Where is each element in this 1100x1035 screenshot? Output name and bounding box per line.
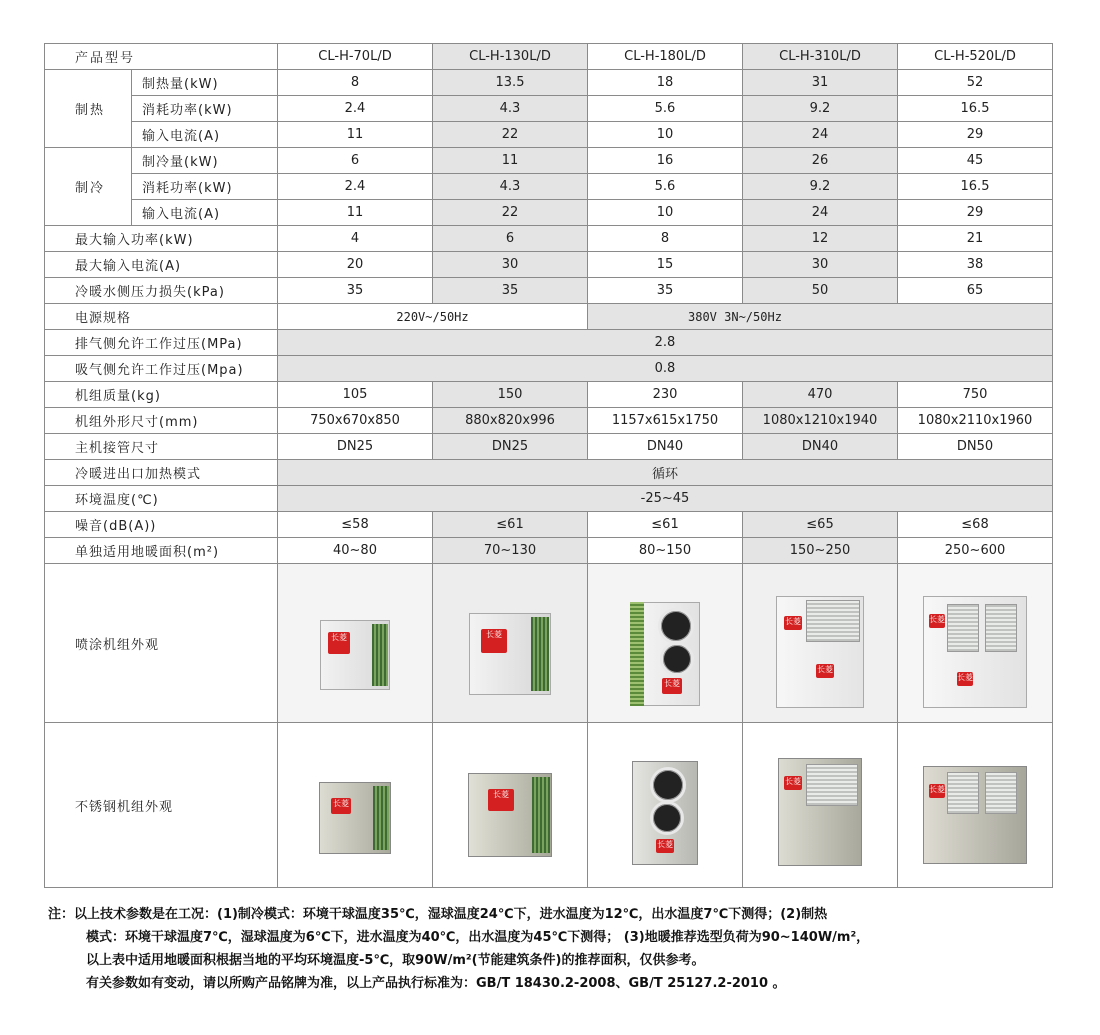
footnotes	[48, 903, 1068, 995]
brand-logo-text: 长菱	[929, 785, 945, 794]
cell: 4	[278, 226, 433, 252]
cell: 9.2	[743, 174, 898, 200]
table-row	[45, 278, 1053, 304]
cell: 8	[278, 70, 433, 96]
row-label: 输入电流(A)	[132, 122, 278, 148]
cell: 31	[743, 70, 898, 96]
row-label: 不锈钢机组外观	[45, 723, 278, 888]
cell: ≤61	[433, 512, 588, 538]
brand-logo-text: 长菱	[785, 777, 801, 786]
cell: ≤68	[898, 512, 1053, 538]
cell: 30	[743, 252, 898, 278]
brand-logo-text: 长菱	[957, 673, 973, 682]
cell: 11	[433, 148, 588, 174]
stainless-unit-image-0	[278, 723, 433, 888]
painted-unit-image-4	[898, 564, 1053, 723]
cell: 50	[743, 278, 898, 304]
model-1: CL-H-130L/D	[433, 44, 588, 70]
table-row	[45, 148, 1053, 174]
cell: 29	[898, 122, 1053, 148]
table-row	[45, 538, 1053, 564]
row-label: 制热量(kW)	[132, 70, 278, 96]
cell: 9.2	[743, 96, 898, 122]
cell: 38	[898, 252, 1053, 278]
cell: 26	[743, 148, 898, 174]
table-row	[45, 304, 1053, 330]
cell: DN25	[278, 434, 433, 460]
cell: 35	[588, 278, 743, 304]
cell: 230	[588, 382, 743, 408]
cell: 1080x1210x1940	[743, 408, 898, 434]
brand-logo-text: 长菱	[664, 679, 680, 688]
model-3: CL-H-310L/D	[743, 44, 898, 70]
table-row	[45, 252, 1053, 278]
cell: ≤61	[588, 512, 743, 538]
row-label: 机组外形尺寸(mm)	[45, 408, 278, 434]
cell: 880x820x996	[433, 408, 588, 434]
cell: 105	[278, 382, 433, 408]
cell: 150	[433, 382, 588, 408]
cell: 11	[278, 200, 433, 226]
cell: 750	[898, 382, 1053, 408]
cell: 24	[743, 200, 898, 226]
cell: 18	[588, 70, 743, 96]
model-0: CL-H-70L/D	[278, 44, 433, 70]
stainless-unit-image-3	[743, 723, 898, 888]
header-row	[45, 44, 1053, 70]
stainless-unit-image-1	[433, 723, 588, 888]
spec-table	[44, 43, 1053, 888]
cell: 250~600	[898, 538, 1053, 564]
cell: 6	[433, 226, 588, 252]
stainless-image-row	[45, 723, 1053, 888]
cell: ≤58	[278, 512, 433, 538]
brand-logo-text: 长菱	[817, 665, 833, 674]
cell: 470	[743, 382, 898, 408]
brand-logo-text: 长菱	[657, 840, 673, 849]
note-line-2: 模式：环境干球温度7℃，湿球温度为6℃下，进水温度为40℃，出水温度为45℃下测得； (3)地暖推荐选型负荷为90~140W/m²，	[86, 930, 870, 945]
table-row	[45, 434, 1053, 460]
row-label: 最大输入功率(kW)	[45, 226, 278, 252]
table-row	[45, 408, 1053, 434]
row-label: 输入电流(A)	[132, 200, 278, 226]
brand-logo-text: 长菱	[929, 615, 945, 624]
brand-logo-text: 长菱	[785, 617, 801, 626]
cell: 16.5	[898, 174, 1053, 200]
row-label: 主机接管尺寸	[45, 434, 278, 460]
row-label: 消耗功率(kW)	[132, 96, 278, 122]
cell: -25~45	[278, 486, 1053, 512]
cell: 65	[898, 278, 1053, 304]
table-row	[45, 122, 1053, 148]
model-2: CL-H-180L/D	[588, 44, 743, 70]
cell: 10	[588, 122, 743, 148]
cell: 2.8	[278, 330, 1053, 356]
table-row	[45, 226, 1053, 252]
cell: 22	[433, 122, 588, 148]
table-row	[45, 200, 1053, 226]
row-label: 冷暖进出口加热模式	[45, 460, 278, 486]
cell: 35	[278, 278, 433, 304]
row-label: 单独适用地暖面积(m²)	[45, 538, 278, 564]
painted-unit-image-2	[588, 564, 743, 723]
table-row	[45, 382, 1053, 408]
cell: 35	[433, 278, 588, 304]
row-label: 消耗功率(kW)	[132, 174, 278, 200]
cell: 1080x2110x1960	[898, 408, 1053, 434]
cell: 16	[588, 148, 743, 174]
cell: 20	[278, 252, 433, 278]
cell: 24	[743, 122, 898, 148]
cell: 80~150	[588, 538, 743, 564]
power-supply-single-phase: 220V~/50Hz	[278, 304, 588, 330]
header-label: 产品型号	[45, 44, 278, 70]
cell: 8	[588, 226, 743, 252]
cell: 30	[433, 252, 588, 278]
cell: 40~80	[278, 538, 433, 564]
table-row	[45, 512, 1053, 538]
power-supply-three-phase: 380V 3N~/50Hz	[588, 304, 1053, 330]
row-label: 噪音(dB(A))	[45, 512, 278, 538]
cell: DN50	[898, 434, 1053, 460]
brand-logo-text: 长菱	[333, 799, 349, 808]
cell: 4.3	[433, 96, 588, 122]
cell: DN25	[433, 434, 588, 460]
row-label: 冷暖水侧压力损失(kPa)	[45, 278, 278, 304]
row-label: 最大输入电流(A)	[45, 252, 278, 278]
cell: 21	[898, 226, 1053, 252]
row-label: 机组质量(kg)	[45, 382, 278, 408]
cell: 12	[743, 226, 898, 252]
brand-logo-text: 长菱	[486, 630, 502, 639]
cell: 6	[278, 148, 433, 174]
cooling-group-label: 制冷	[45, 148, 132, 226]
cell: 2.4	[278, 96, 433, 122]
heating-group-label: 制热	[45, 70, 132, 148]
cell: 13.5	[433, 70, 588, 96]
cell: 2.4	[278, 174, 433, 200]
painted-unit-image-1	[433, 564, 588, 723]
note-line-3: 以上表中适用地暖面积根据当地的平均环境温度-5℃，取90W/m²(节能建筑条件)的推荐面积，仅供参考。	[86, 953, 705, 968]
cell: 150~250	[743, 538, 898, 564]
cell: 15	[588, 252, 743, 278]
table-row	[45, 96, 1053, 122]
cell: 5.6	[588, 96, 743, 122]
cell: 16.5	[898, 96, 1053, 122]
cell: 1157x615x1750	[588, 408, 743, 434]
painted-unit-image-3	[743, 564, 898, 723]
cell: 70~130	[433, 538, 588, 564]
cell: DN40	[743, 434, 898, 460]
cell: 循环	[278, 460, 1053, 486]
cell: 5.6	[588, 174, 743, 200]
cell: 0.8	[278, 356, 1053, 382]
cell: 4.3	[433, 174, 588, 200]
note-line-4: 有关参数如有变动，请以所购产品铭牌为准，以上产品执行标准为：GB/T 18430.2-2008、GB/T 25127.2-2010 。	[86, 976, 786, 991]
note-line-1: 注：以上技术参数是在工况：(1)制冷模式：环境干球温度35℃，湿球温度24℃下，进水温度为12℃，出水温度7℃下测得；(2)制热	[48, 907, 828, 922]
cell: 22	[433, 200, 588, 226]
stainless-unit-image-2	[588, 723, 743, 888]
cell: 10	[588, 200, 743, 226]
table-row	[45, 174, 1053, 200]
table-row	[45, 330, 1053, 356]
row-label: 电源规格	[45, 304, 278, 330]
stainless-unit-image-4	[898, 723, 1053, 888]
table-row	[45, 486, 1053, 512]
row-label: 排气侧允许工作过压(MPa)	[45, 330, 278, 356]
table-row	[45, 460, 1053, 486]
table-row	[45, 70, 1053, 96]
cell: DN40	[588, 434, 743, 460]
row-label: 环境温度(℃)	[45, 486, 278, 512]
cell: 11	[278, 122, 433, 148]
brand-logo-text: 长菱	[331, 633, 347, 642]
cell: 29	[898, 200, 1053, 226]
model-4: CL-H-520L/D	[898, 44, 1053, 70]
table-row	[45, 356, 1053, 382]
cell: ≤65	[743, 512, 898, 538]
brand-logo-text: 长菱	[493, 790, 509, 799]
row-label: 喷涂机组外观	[45, 564, 278, 723]
row-label: 吸气侧允许工作过压(Mpa)	[45, 356, 278, 382]
painted-unit-image-0	[278, 564, 433, 723]
cell: 52	[898, 70, 1053, 96]
cell: 45	[898, 148, 1053, 174]
painted-image-row	[45, 564, 1053, 723]
row-label: 制冷量(kW)	[132, 148, 278, 174]
cell: 750x670x850	[278, 408, 433, 434]
